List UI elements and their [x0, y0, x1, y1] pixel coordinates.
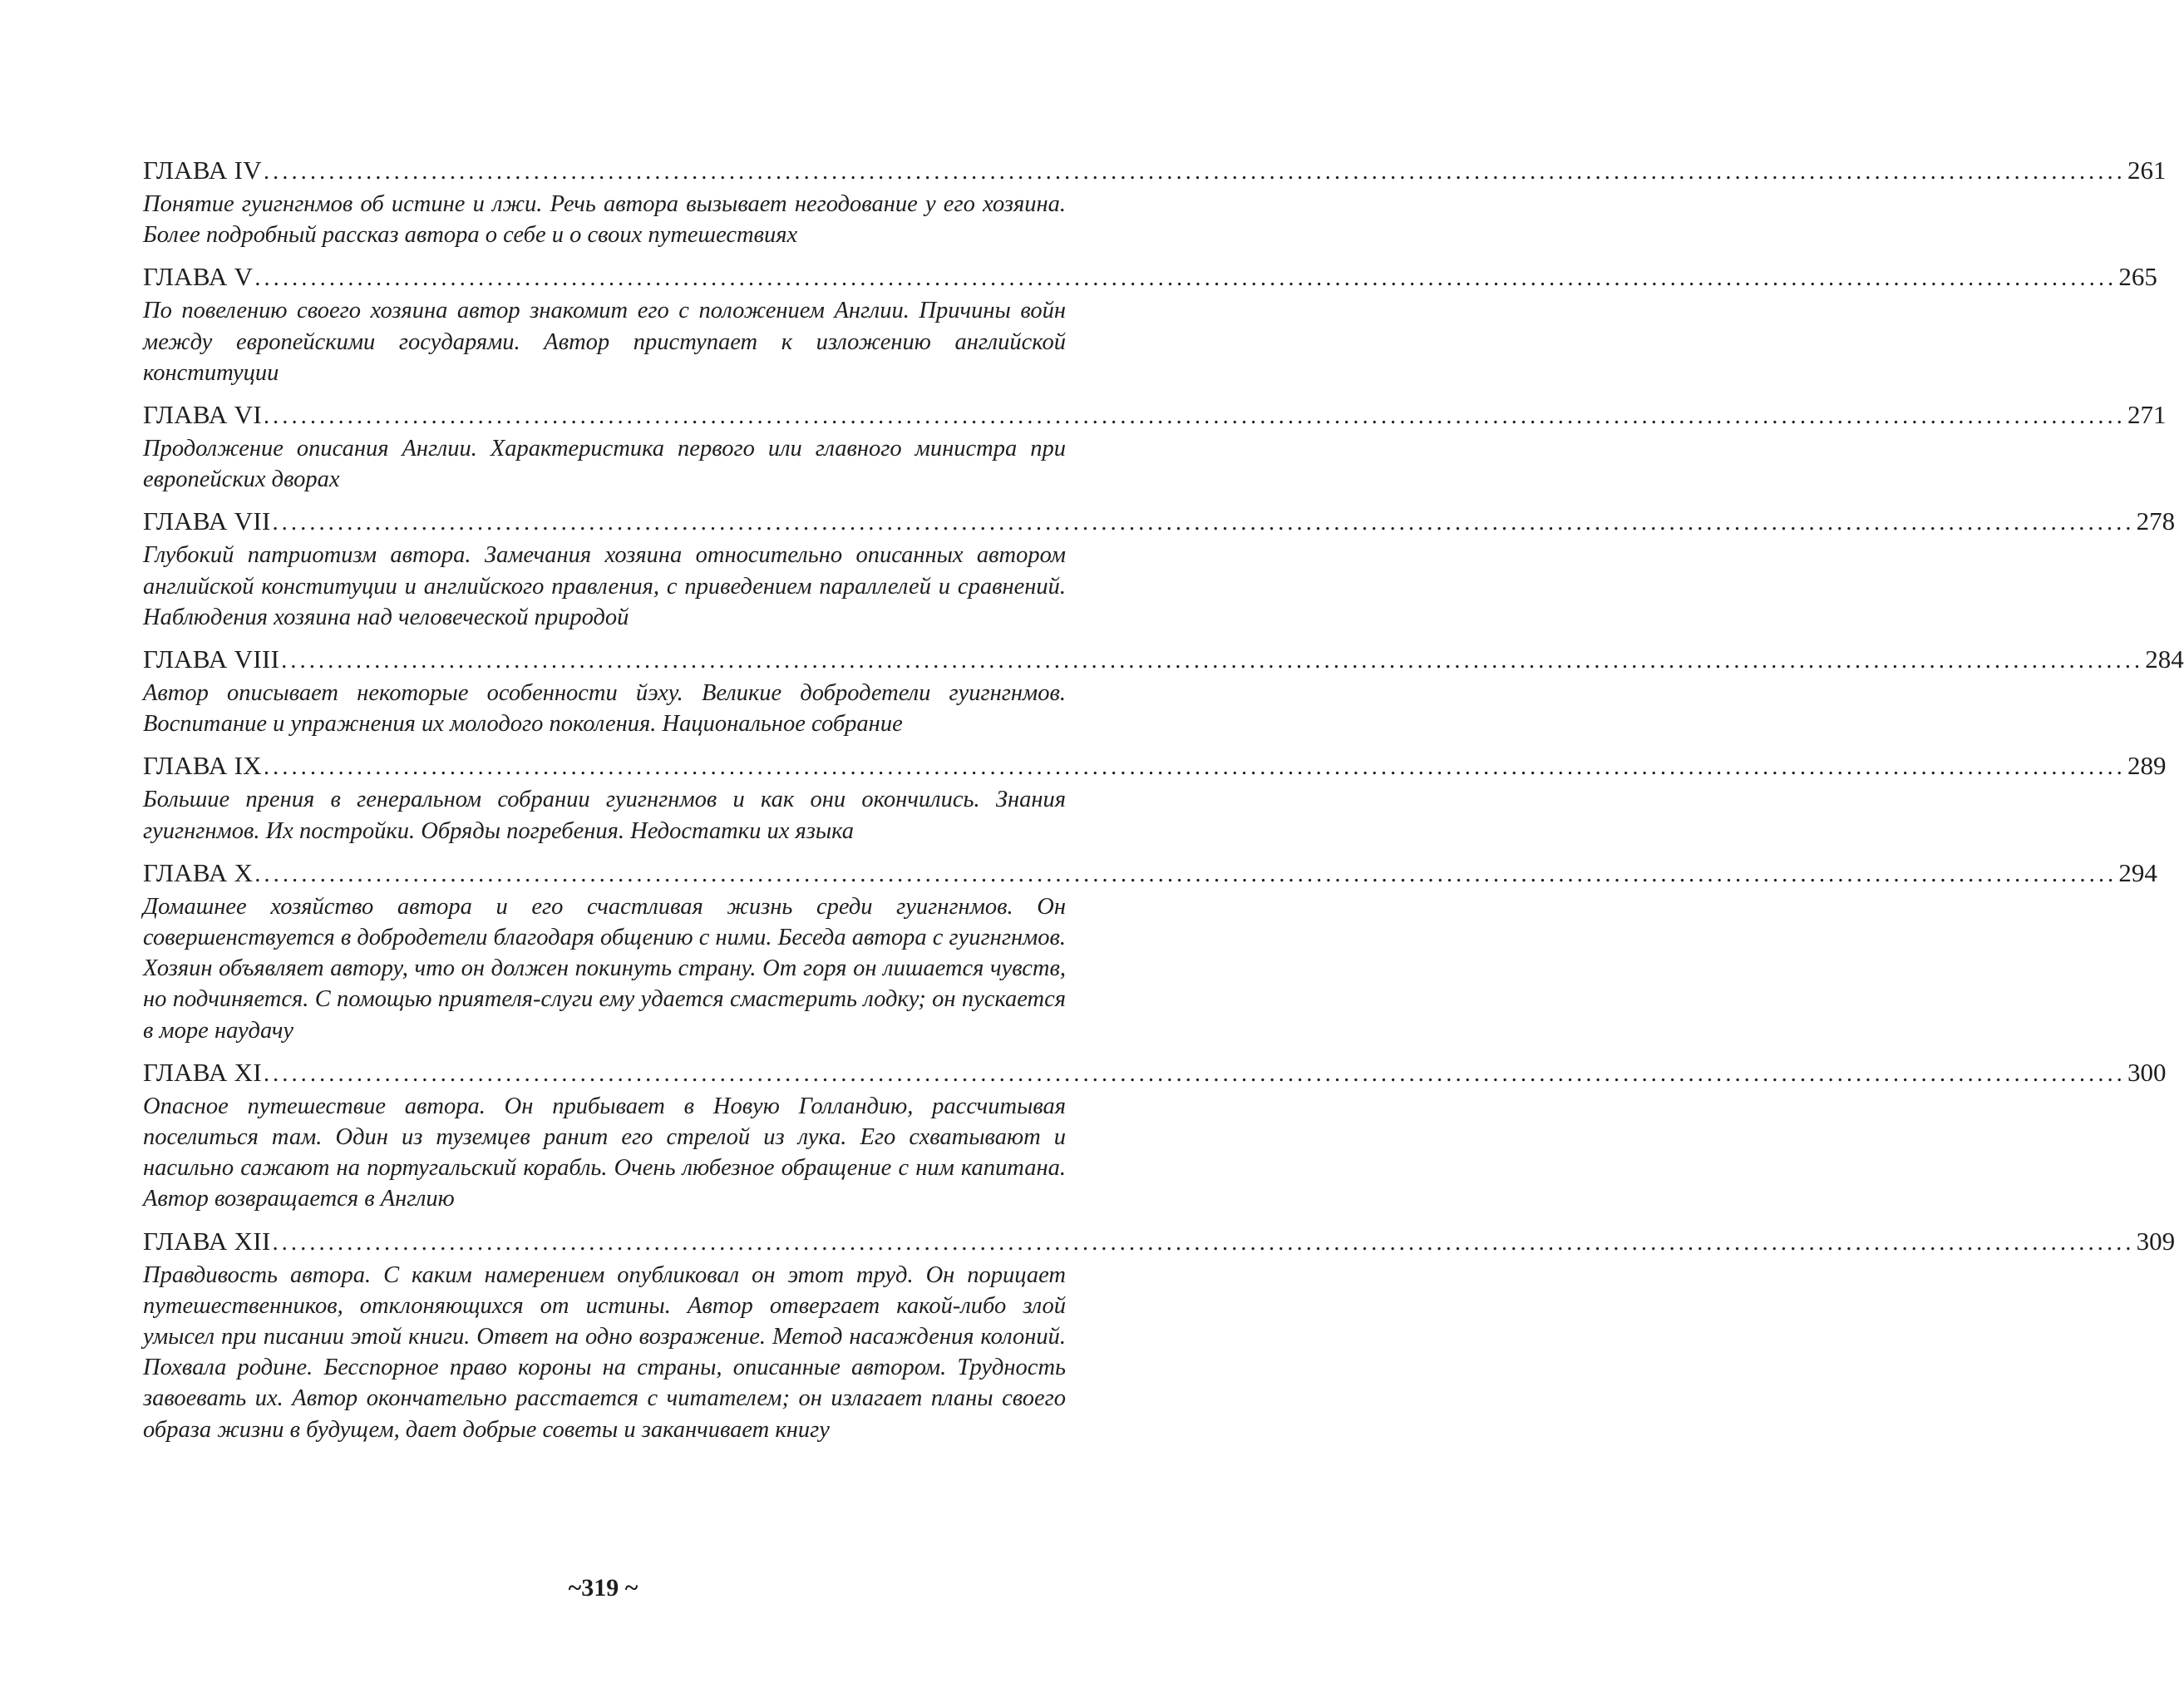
page-number: 309: [2136, 1226, 2176, 1256]
page-number: 284: [2145, 644, 2184, 674]
toc-entry-xii: [143, 1225, 2176, 1445]
dot-leader: ........................................................................................................................................................................................................: [254, 265, 2117, 292]
page-number: 271: [2127, 400, 2167, 430]
toc-entry-heading: [143, 260, 2157, 295]
page-number: 289: [2127, 751, 2167, 781]
page-number: 278: [2136, 506, 2176, 536]
dot-leader: ........................................................................................................................................................................................................: [254, 861, 2117, 887]
toc-entry-vi: [143, 398, 2167, 495]
dot-leader: ........................................................................................................................................................................................................: [263, 754, 2126, 781]
toc-entry-heading: [143, 154, 2167, 189]
dot-leader: ........................................................................................................................................................................................................: [272, 1229, 2135, 1256]
dot-leader: ........................................................................................................................................................................................................: [263, 403, 2126, 430]
toc-entry-heading: [143, 1225, 2176, 1260]
chapter-summary: Продолжение описания Англии. Характеристика первого или главного министра при европейских дворах: [143, 436, 1066, 493]
chapter-summary: Опасное путешествие автора. Он прибывает в Новую Голландию, рассчитывая поселиться там. Один из туземцев ранит его стрелой из лука. Его схватывают и насильно сажают на португальский корабль. Очень любезное обращение с ним капитана. Автор возвращается в Англию: [143, 1093, 1066, 1212]
toc-entry-heading: [143, 856, 2157, 891]
chapter-title: ГЛАВА V: [143, 262, 254, 292]
toc-entry-xi: [143, 1056, 2167, 1215]
chapter-summary: Понятие гуигнгнмов об истине и лжи. Речь автора вызывает негодование у его хозяина. Более подробный рассказ автора о себе и о своих путешествиях: [143, 191, 1066, 249]
toc-entry-iv: [143, 154, 2167, 250]
toc-entry-heading: [143, 505, 2176, 540]
page-folio: ~319 ~: [568, 1574, 638, 1602]
page-number: 265: [2118, 262, 2157, 292]
page-number: 261: [2127, 155, 2167, 185]
chapter-title: ГЛАВА XI: [143, 1057, 262, 1087]
page-number: 294: [2118, 857, 2157, 887]
chapter-summary: По повелению своего хозяина автор знакомит его с положением Англии. Причины войн между европейскими государями. Автор приступает к изложению английской конституции: [143, 298, 1066, 386]
chapter-summary: Домашнее хозяйство автора и его счастливая жизнь среди гуигнгнмов. Он совершенствуется в добродетели благодаря общению с ними. Беседа автора с гуигнгнмов. Хозяин объявляет автору, что он должен покинуть страну. От горя он лишается чувств, но подчиняется. С помощью приятеля-слуги ему удается смастерить лодку; он пускается в море наудачу: [143, 893, 1067, 1044]
chapter-summary: Правдивость автора. С каким намерением опубликовал он этот труд. Он порицает путешественников, отклоняющихся от истины. Автор отвергает какой-либо злой умысел при писании этой книги. Ответ на одно возражение. Метод насаждения колоний. Похвала родине. Бесспорное право короны на страны, описанные автором. Трудность завоевать их. Автор окончательно расстается с читателем; он излагает планы своего образа жизни в будущем, дает добрые советы и заканчивает книгу: [143, 1261, 1066, 1443]
chapter-title: ГЛАВА VII: [143, 506, 271, 536]
chapter-title: ГЛАВА IV: [143, 155, 262, 185]
toc-entry-viii: [143, 643, 2184, 739]
chapter-summary: Автор описывает некоторые особенности йэху. Великие добродетели гуигнгнмов. Воспитание и упражнения их молодого поколения. Национальное собрание: [143, 680, 1066, 738]
page-number: 300: [2127, 1057, 2167, 1087]
chapter-title: ГЛАВА VIII: [143, 644, 280, 674]
toc-entry-vii: [143, 505, 2176, 633]
chapter-title: ГЛАВА XII: [143, 1226, 271, 1256]
dot-leader: ........................................................................................................................................................................................................: [281, 648, 2144, 674]
toc-entry-v: [143, 260, 2157, 388]
toc-entry-heading: [143, 1056, 2167, 1091]
toc-entry-heading: [143, 643, 2184, 678]
chapter-title: ГЛАВА VI: [143, 400, 262, 430]
toc-entry-ix: [143, 749, 2167, 846]
dot-leader: ........................................................................................................................................................................................................: [272, 510, 2135, 536]
dot-leader: ........................................................................................................................................................................................................: [263, 159, 2126, 185]
chapter-summary: Глубокий патриотизм автора. Замечания хозяина относительно описанных автором английской конституции и английского правления, с приведением параллелей и сравнений. Наблюдения хозяина над человеческой природой: [143, 542, 1066, 630]
chapter-summary: Большие прения в генеральном собрании гуигнгнмов и как они окончились. Знания гуигнгнмов. Их постройки. Обряды погребения. Недостатки их языка: [143, 787, 1066, 844]
dot-leader: ........................................................................................................................................................................................................: [263, 1060, 2126, 1087]
table-of-contents: [143, 154, 2184, 1455]
chapter-title: ГЛАВА IX: [143, 751, 262, 781]
toc-entry-heading: [143, 398, 2167, 433]
toc-entry-x: [143, 856, 2157, 1046]
chapter-title: ГЛАВА X: [143, 857, 254, 887]
toc-entry-heading: [143, 749, 2167, 784]
